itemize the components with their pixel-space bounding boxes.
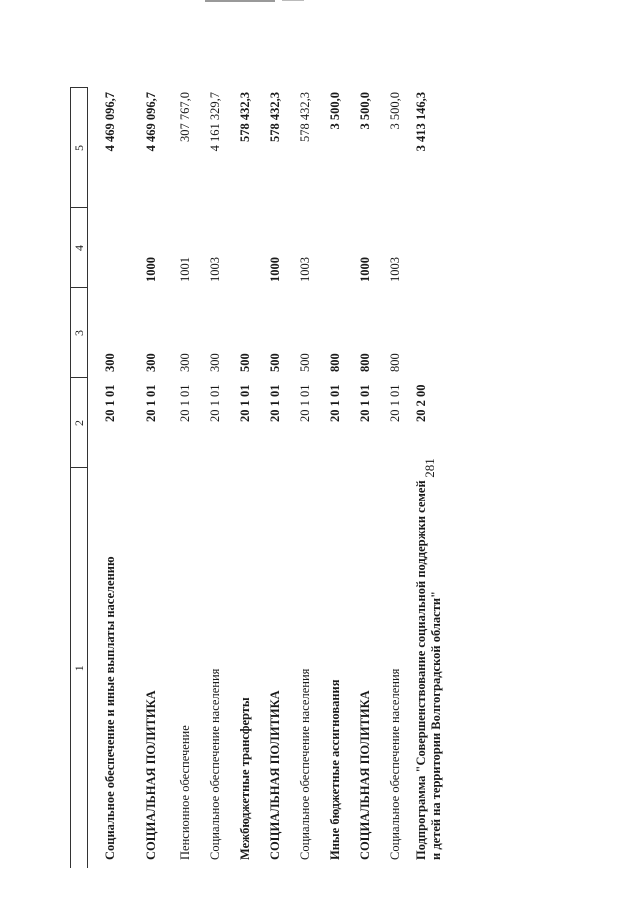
row-name: СОЦИАЛЬНАЯ ПОЛИТИКА — [143, 690, 158, 860]
section-code — [320, 208, 350, 288]
program-code: 20 1 01 — [102, 384, 117, 422]
row-name: Социальное обеспечение населения — [207, 668, 222, 860]
table-row — [170, 88, 200, 868]
program-code: 20 1 01 — [327, 384, 342, 422]
expense-type-code: 800 — [387, 353, 402, 372]
rotated-table-area — [70, 88, 448, 868]
table-row — [410, 88, 492, 868]
row-name: СОЦИАЛЬНАЯ ПОЛИТИКА — [357, 690, 372, 860]
column-header: 5 — [71, 88, 88, 208]
amount: 3 500,0 — [357, 92, 372, 130]
section-code: 1001 — [177, 257, 192, 282]
expense-type-code: 500 — [267, 353, 282, 372]
expense-type-code — [410, 288, 492, 378]
section-code: 1000 — [267, 257, 282, 282]
section-code: 1000 — [357, 257, 372, 282]
table-row — [132, 88, 170, 868]
amount: 307 767,0 — [177, 92, 192, 142]
program-code: 20 1 01 — [297, 384, 312, 422]
expense-type-code: 300 — [207, 353, 222, 372]
amount: 4 161 329,7 — [207, 92, 222, 152]
expense-type-code: 500 — [297, 353, 312, 372]
section-code: 1003 — [297, 257, 312, 282]
scan-edge-mark — [282, 0, 304, 1]
page-number: 281 — [422, 458, 437, 478]
program-code: 20 2 00 — [414, 384, 428, 422]
budget-table — [70, 88, 492, 869]
table-row — [230, 88, 260, 868]
amount: 578 432,3 — [237, 92, 252, 142]
column-header: 3 — [71, 288, 88, 378]
table-row — [350, 88, 380, 868]
table-row — [290, 88, 320, 868]
row-name: Подпрограмма "Совершенствование социальной поддержки семей и детей на территории Волгоградской области" — [414, 480, 443, 860]
amount: 3 413 146,3 — [414, 92, 428, 152]
program-code: 20 1 01 — [267, 384, 282, 422]
program-code: 20 1 01 — [237, 384, 252, 422]
amount: 578 432,3 — [297, 92, 312, 142]
expense-type-code: 300 — [102, 353, 117, 372]
program-code: 20 1 01 — [177, 384, 192, 422]
column-header: 2 — [71, 378, 88, 468]
amount: 3 500,0 — [327, 92, 342, 130]
program-code: 20 1 01 — [207, 384, 222, 422]
row-name: СОЦИАЛЬНАЯ ПОЛИТИКА — [267, 690, 282, 860]
expense-type-code: 300 — [143, 353, 158, 372]
row-name: Социальное обеспечение населения — [387, 668, 402, 860]
amount: 3 500,0 — [387, 92, 402, 130]
column-header: 1 — [71, 468, 88, 868]
expense-type-code: 500 — [237, 353, 252, 372]
row-name: Пенсионное обеспечение — [177, 725, 192, 860]
section-code — [410, 208, 492, 288]
section-code: 1000 — [143, 257, 158, 282]
program-code: 20 1 01 — [143, 384, 158, 422]
expense-type-code: 300 — [177, 353, 192, 372]
section-code — [230, 208, 260, 288]
row-name: Социальное обеспечение и иные выплаты населению — [102, 556, 117, 860]
program-code: 20 1 01 — [357, 384, 372, 422]
expense-type-code: 800 — [327, 353, 342, 372]
table-row — [380, 88, 410, 868]
table-row — [88, 88, 133, 868]
column-header: 4 — [71, 208, 88, 288]
row-name: Социальное обеспечение населения — [297, 668, 312, 860]
table-container — [70, 88, 448, 868]
table-row — [260, 88, 290, 868]
table-row — [320, 88, 350, 868]
row-name: Иные бюджетные ассигнования — [327, 679, 342, 860]
table-header-row — [71, 88, 88, 868]
row-name: Межбюджетные трансферты — [237, 697, 252, 860]
expense-type-code: 800 — [357, 353, 372, 372]
section-code: 1003 — [207, 257, 222, 282]
amount: 578 432,3 — [267, 92, 282, 142]
amount: 4 469 096,7 — [102, 92, 117, 152]
section-code — [88, 208, 133, 288]
program-code: 20 1 01 — [387, 384, 402, 422]
amount: 4 469 096,7 — [143, 92, 158, 152]
table-row — [200, 88, 230, 868]
section-code: 1003 — [387, 257, 402, 282]
scan-edge-mark — [205, 0, 275, 2]
